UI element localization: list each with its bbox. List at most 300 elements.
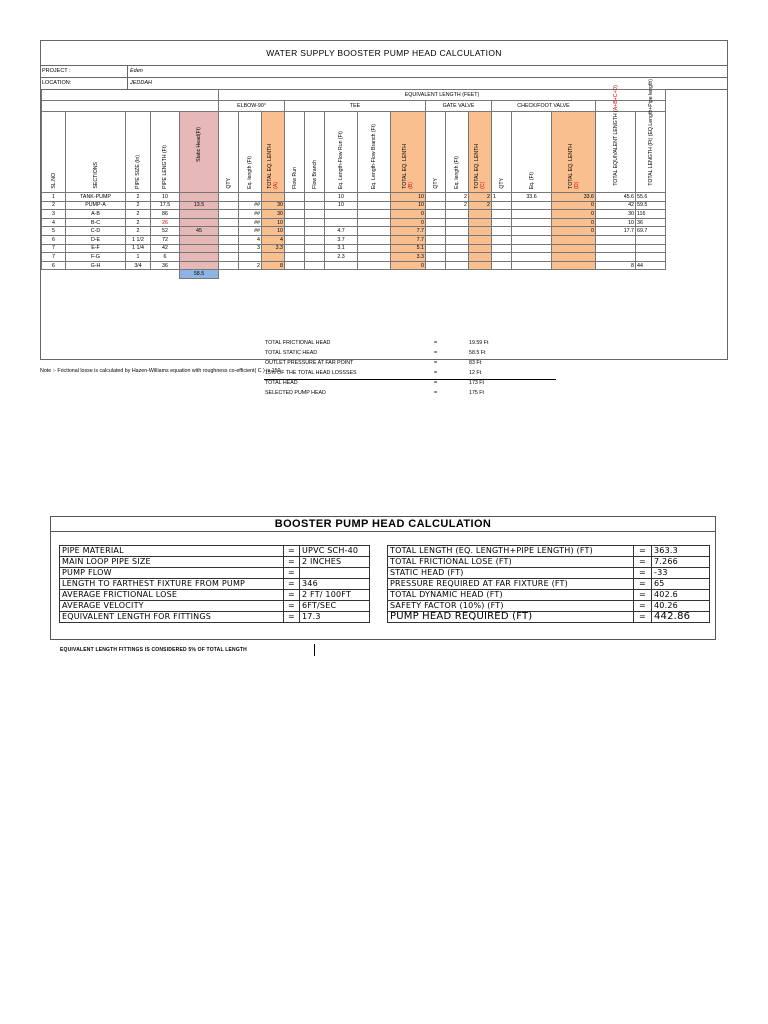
cell-equiv[interactable] [596, 235, 636, 244]
cell-t-br[interactable] [305, 193, 325, 202]
cell-e-qty[interactable] [219, 244, 239, 253]
cell-e-qty[interactable] [219, 261, 239, 270]
booster-equals: = [634, 590, 652, 601]
header-check-eq: Eq. (Ft) [512, 112, 552, 193]
cell-g-tot[interactable] [469, 218, 492, 227]
cell-static[interactable]: 13.5 [180, 201, 219, 210]
booster-equals: = [284, 590, 300, 601]
cell-sl[interactable]: 4 [42, 218, 66, 227]
cell-e-qty[interactable] [219, 218, 239, 227]
cell-c-len[interactable] [512, 235, 552, 244]
cell-t-br[interactable] [305, 244, 325, 253]
cell-section[interactable]: TANK-PUMP [66, 193, 126, 202]
booster-footnote: EQUIVALENT LENGTH FITTINGS IS CONSIDERED 5% OF TOTAL LENGTH [60, 647, 247, 653]
cell-size[interactable]: 2 [126, 227, 151, 236]
header-pipe-size: PIPE SIZE (In) [126, 112, 151, 193]
cell-e-tot[interactable]: 10 [262, 218, 285, 227]
cell-g-len[interactable] [446, 261, 469, 270]
booster-label: PUMP FLOW [60, 568, 284, 579]
booster-value[interactable]: 40.26 [652, 601, 710, 612]
cell-sl[interactable]: 7 [42, 253, 66, 262]
cell-total[interactable] [636, 235, 666, 244]
summary-value: 173 Ft [469, 380, 485, 386]
booster-row [388, 546, 710, 557]
booster-left-table [59, 545, 370, 623]
cell-length[interactable]: 10 [151, 193, 180, 202]
cell-t-run[interactable] [285, 201, 305, 210]
summary-label: TOTAL HEAD [265, 380, 298, 386]
cell-e-len[interactable]: ## [239, 218, 262, 227]
header-elbow-total: TOTAL EQ. LENTH (A) [262, 112, 285, 193]
summary-equals: = [434, 340, 438, 346]
cell-section[interactable]: F-G [66, 253, 126, 262]
cell-static[interactable] [180, 253, 219, 262]
cell-g-tot[interactable]: 2 [469, 193, 492, 202]
cell-t-run[interactable] [285, 227, 305, 236]
cell-e-tot[interactable]: 30 [262, 210, 285, 219]
table-row [42, 227, 666, 236]
cell-e-qty[interactable] [219, 201, 239, 210]
cell-g-len[interactable] [446, 218, 469, 227]
cell-c-tot[interactable]: 0 [552, 218, 596, 227]
header-gate-eq-length: Eq. length (Ft) [446, 112, 469, 193]
booster-row [60, 568, 370, 579]
cell-length[interactable]: 72 [151, 235, 180, 244]
booster-row [388, 601, 710, 612]
cell-length[interactable]: 86 [151, 210, 180, 219]
cell-e-tot[interactable] [262, 253, 285, 262]
cell-e-len[interactable] [239, 253, 262, 262]
cell-sl[interactable]: 6 [42, 235, 66, 244]
header-gate-total: TOTAL EQ. LENTH (C) [469, 112, 492, 193]
cell-c-tot[interactable] [552, 235, 596, 244]
header-elbow-eq-length: Eq. length (Ft) [239, 112, 262, 193]
cell-t-blen[interactable] [358, 210, 391, 219]
cell-t-br[interactable] [305, 218, 325, 227]
cell-size[interactable]: 3/4 [126, 261, 151, 270]
booster-row [60, 546, 370, 557]
summary-equals: = [434, 380, 438, 386]
booster-row [388, 579, 710, 590]
header-check-valve: CHECK/FOOT VALVE [492, 101, 596, 112]
header-check-qty: QTY [492, 112, 512, 193]
cell-e-len[interactable]: 4 [239, 235, 262, 244]
cell-section[interactable]: PUMP-A [66, 201, 126, 210]
cell-size[interactable]: 1 1/2 [126, 235, 151, 244]
booster-row [60, 590, 370, 601]
cell-e-tot[interactable]: 4 [262, 235, 285, 244]
cell-g-qty[interactable] [426, 218, 446, 227]
cell-g-len[interactable]: 2 [446, 201, 469, 210]
cell-t-rlen[interactable]: 4.7 [325, 227, 358, 236]
booster-equals: = [634, 579, 652, 590]
table-row [42, 210, 666, 219]
cell-g-len[interactable] [446, 227, 469, 236]
cell-t-tot[interactable]: 10 [391, 193, 426, 202]
booster-row [60, 601, 370, 612]
cell-length[interactable]: 6 [151, 253, 180, 262]
table-row [42, 235, 666, 244]
cell-length[interactable]: 26 [151, 218, 180, 227]
summary-label: OUTLET PRESSURE AT FAR POINT [265, 360, 354, 366]
cell-static[interactable] [180, 218, 219, 227]
cell-static[interactable]: 45 [180, 227, 219, 236]
cell-e-len[interactable]: ## [239, 210, 262, 219]
cell-total[interactable]: 44 [636, 261, 666, 270]
cell-e-len[interactable] [239, 193, 262, 202]
booster-label: TOTAL DYNAMIC HEAD (FT) [388, 590, 634, 601]
cell-total[interactable]: 59.5 [636, 201, 666, 210]
cell-t-tot[interactable]: 7.7 [391, 235, 426, 244]
header-equivalent-length: EQUIVALENT LENGTH (FEET) [219, 90, 666, 101]
cell-equiv[interactable]: 30 [596, 210, 636, 219]
cell-total[interactable]: 116 [636, 210, 666, 219]
booster-equals: = [634, 557, 652, 568]
cell-g-tot[interactable] [469, 253, 492, 262]
cell-c-tot[interactable] [552, 261, 596, 270]
cell-c-tot[interactable] [552, 244, 596, 253]
cell-section[interactable]: G-H [66, 261, 126, 270]
header-total-length: TOTAL LENGTH (Ft) (EQ.Length+Pipe length) [636, 112, 666, 193]
static-head-total: 58.5 [180, 270, 219, 279]
cell-e-qty[interactable] [219, 253, 239, 262]
summary-value: 19.59 Ft [469, 340, 489, 346]
header-sections: SECTIONS [66, 112, 126, 193]
cell-total[interactable]: 36 [636, 218, 666, 227]
table-row [42, 244, 666, 253]
header-tee-eq-branch: Eq. Length-Flow Branch (Ft) [358, 112, 391, 193]
header-sl-no: SL.NO [42, 112, 66, 193]
cell-t-run[interactable] [285, 235, 305, 244]
cell-t-run[interactable] [285, 193, 305, 202]
booster-label: TOTAL FRICTIONAL LOSE (FT) [388, 557, 634, 568]
cell-equiv[interactable]: 45.6 [596, 193, 636, 202]
cell-t-run[interactable] [285, 210, 305, 219]
cell-total[interactable] [636, 253, 666, 262]
booster-value[interactable]: 65 [652, 579, 710, 590]
header-tee-flow-branch: Flow Branch [305, 112, 325, 193]
cell-t-tot[interactable]: 3.3 [391, 253, 426, 262]
cell-g-qty[interactable] [426, 261, 446, 270]
cell-sl[interactable]: 7 [42, 244, 66, 253]
cell-c-len[interactable] [512, 201, 552, 210]
booster-label: SAFETY FACTOR (10%) (FT) [388, 601, 634, 612]
cell-t-br[interactable] [305, 253, 325, 262]
cell-e-tot[interactable]: 30 [262, 201, 285, 210]
booster-equals: = [634, 612, 652, 623]
cell-e-len[interactable]: 2 [239, 261, 262, 270]
cell-g-len[interactable] [446, 235, 469, 244]
cell-t-rlen[interactable]: 3.1 [325, 244, 358, 253]
cell-t-blen[interactable] [358, 193, 391, 202]
booster-equals: = [634, 568, 652, 579]
cell-e-tot[interactable]: 10 [262, 227, 285, 236]
cell-t-blen[interactable] [358, 235, 391, 244]
header-pipe-length: PIPE LENGTH (Ft) [151, 112, 180, 193]
friction-note: Note :- Frictional losse is calculated by Hazen-Williams equation with roughness co-efficient( C ) is 150 [40, 368, 281, 374]
cell-t-blen[interactable] [358, 218, 391, 227]
cell-t-tot[interactable]: 0 [391, 210, 426, 219]
cell-t-blen[interactable] [358, 253, 391, 262]
booster-label: TOTAL LENGTH (EQ. LENGTH+PIPE LENGTH) (FT) [388, 546, 634, 557]
cell-c-tot[interactable]: 0 [552, 210, 596, 219]
cell-g-tot[interactable] [469, 261, 492, 270]
header-tee-total: TOTAL EQ. LENTH (B) [391, 112, 426, 193]
cell-c-qty[interactable] [492, 261, 512, 270]
summary-label: TOTAL STATIC HEAD [265, 350, 318, 356]
table-row [42, 218, 666, 227]
cell-e-qty[interactable] [219, 210, 239, 219]
summary-value: 12 Ft [469, 370, 482, 376]
booster-value[interactable]: 6FT/SEC [300, 601, 370, 612]
cell-sl[interactable]: 5 [42, 227, 66, 236]
booster-row [60, 612, 370, 623]
booster-label: MAIN LOOP PIPE SIZE [60, 557, 284, 568]
cell-t-run[interactable] [285, 244, 305, 253]
booster-equals: = [634, 546, 652, 557]
cell-length[interactable]: 17.5 [151, 201, 180, 210]
cell-c-len[interactable] [512, 210, 552, 219]
cell-t-tot[interactable]: 5.1 [391, 244, 426, 253]
cell-c-len[interactable] [512, 218, 552, 227]
booster-label: AVERAGE VELOCITY [60, 601, 284, 612]
cell-g-qty[interactable] [426, 201, 446, 210]
cell-t-run[interactable] [285, 261, 305, 270]
booster-label: PIPE MATERIAL [60, 546, 284, 557]
summary-value: 83 Ft [469, 360, 482, 366]
cell-equiv[interactable] [596, 244, 636, 253]
cell-g-qty[interactable] [426, 253, 446, 262]
cell-c-qty[interactable] [492, 253, 512, 262]
cell-static[interactable] [180, 193, 219, 202]
summary-value: 175 Ft [469, 390, 485, 396]
cell-e-tot[interactable]: 8 [262, 261, 285, 270]
cell-c-qty[interactable] [492, 227, 512, 236]
cell-c-len[interactable] [512, 244, 552, 253]
cell-size[interactable]: 2 [126, 218, 151, 227]
booster-equals: = [284, 612, 300, 623]
header-elbow: ELBOW-90° [219, 101, 285, 112]
cell-equiv[interactable]: 10 [596, 218, 636, 227]
cell-equiv[interactable]: 42 [596, 201, 636, 210]
summary-equals: = [434, 390, 438, 396]
cell-g-len[interactable] [446, 244, 469, 253]
cell-g-tot[interactable] [469, 235, 492, 244]
summary-equals: = [434, 350, 438, 356]
booster-equals: = [284, 546, 300, 557]
booster-value[interactable] [300, 568, 370, 579]
cell-g-tot[interactable] [469, 227, 492, 236]
cell-e-qty[interactable] [219, 227, 239, 236]
header-total-equivalent: TOTAL EQUIVALENT LENGTH (A+B+C+D) [596, 112, 636, 193]
cell-c-qty[interactable] [492, 201, 512, 210]
cell-length[interactable]: 36 [151, 261, 180, 270]
cell-t-rlen[interactable]: 10 [325, 193, 358, 202]
cell-g-len[interactable] [446, 210, 469, 219]
booster-value[interactable]: 363.3 [652, 546, 710, 557]
booster-value[interactable]: 17.3 [300, 612, 370, 623]
cell-c-tot[interactable]: 33.6 [552, 193, 596, 202]
summary-label: TOTAL FRICTIONAL HEAD [265, 340, 331, 346]
cell-g-qty[interactable] [426, 193, 446, 202]
cell-t-blen[interactable] [358, 244, 391, 253]
cell-t-tot[interactable]: 10 [391, 201, 426, 210]
booster-row [60, 579, 370, 590]
cell-e-qty[interactable] [219, 235, 239, 244]
cell-length[interactable]: 42 [151, 244, 180, 253]
cell-c-tot[interactable] [552, 253, 596, 262]
booster-label: LENGTH TO FARTHEST FIXTURE FROM PUMP [60, 579, 284, 590]
cell-t-tot[interactable]: 7.7 [391, 227, 426, 236]
cell-c-len[interactable] [512, 261, 552, 270]
cell-section[interactable]: B-C [66, 218, 126, 227]
cell-section[interactable]: A-B [66, 210, 126, 219]
cell-equiv[interactable]: 17.7 [596, 227, 636, 236]
header-static-head: Static Head(Ft) [180, 112, 219, 193]
cell-t-rlen[interactable]: 2.3 [325, 253, 358, 262]
cell-static[interactable] [180, 210, 219, 219]
cell-size[interactable]: 2 [126, 201, 151, 210]
booster-value[interactable]: 346 [300, 579, 370, 590]
booster-value[interactable]: -33 [652, 568, 710, 579]
cell-c-len[interactable] [512, 253, 552, 262]
cell-e-qty[interactable] [219, 193, 239, 202]
cell-t-br[interactable] [305, 227, 325, 236]
booster-value[interactable]: UPVC SCH-40 [300, 546, 370, 557]
header-check-total: TOTAL EQ. LENTH (D) [552, 112, 596, 193]
cell-g-qty[interactable] [426, 244, 446, 253]
booster-label: PUMP HEAD REQUIRED (FT) [388, 612, 634, 623]
cell-c-qty[interactable] [492, 235, 512, 244]
booster-value[interactable]: 2 FT/ 100FT [300, 590, 370, 601]
booster-value[interactable]: 442.86 [652, 612, 710, 623]
booster-value[interactable]: 2 INCHES [300, 557, 370, 568]
booster-label: EQUIVALENT LENGTH FOR FITTINGS [60, 612, 284, 623]
header-gate-qty: QTY [426, 112, 446, 193]
cell-equiv[interactable]: 8 [596, 261, 636, 270]
cell-c-qty[interactable] [492, 244, 512, 253]
cell-total[interactable]: 69.7 [636, 227, 666, 236]
cell-g-tot[interactable]: 2 [469, 201, 492, 210]
cell-e-len[interactable]: ## [239, 227, 262, 236]
booster-row [60, 557, 370, 568]
booster-value[interactable]: 7.266 [652, 557, 710, 568]
text-cursor [314, 644, 315, 656]
cell-sl[interactable]: 6 [42, 261, 66, 270]
booster-calc-box [50, 516, 716, 640]
cell-e-tot[interactable]: 3.3 [262, 244, 285, 253]
location-value[interactable]: JEDDAH [127, 78, 152, 89]
cell-g-qty[interactable] [426, 210, 446, 219]
cell-t-rlen[interactable] [325, 210, 358, 219]
cell-t-rlen[interactable] [325, 261, 358, 270]
cell-sl[interactable]: 1 [42, 193, 66, 202]
cell-e-len[interactable]: ## [239, 201, 262, 210]
header-gate-valve: GATE VALVE [426, 101, 492, 112]
cell-e-len[interactable]: 3 [239, 244, 262, 253]
cell-sl[interactable]: 2 [42, 201, 66, 210]
summary-label: SELECTED PUMP HEAD [265, 390, 326, 396]
cell-static[interactable] [180, 244, 219, 253]
table-row [42, 193, 666, 202]
booster-value[interactable]: 402.6 [652, 590, 710, 601]
cell-t-rlen[interactable] [325, 218, 358, 227]
cell-c-tot[interactable]: 0 [552, 227, 596, 236]
cell-t-br[interactable] [305, 201, 325, 210]
cell-size[interactable]: 2 [126, 210, 151, 219]
table-row [42, 201, 666, 210]
booster-label: AVERAGE FRICTIONAL LOSE [60, 590, 284, 601]
booster-title: BOOSTER PUMP HEAD CALCULATION [51, 517, 715, 532]
cell-c-len[interactable]: 33.6 [512, 193, 552, 202]
cell-section[interactable]: D-E [66, 235, 126, 244]
cell-g-tot[interactable] [469, 244, 492, 253]
project-value[interactable]: Eden [127, 66, 143, 77]
cell-static[interactable] [180, 235, 219, 244]
cell-static[interactable] [180, 261, 219, 270]
summary-equals: = [434, 370, 438, 376]
booster-equals: = [284, 579, 300, 590]
cell-t-blen[interactable] [358, 261, 391, 270]
cell-size[interactable]: 2 [126, 193, 151, 202]
cell-t-rlen[interactable]: 3.7 [325, 235, 358, 244]
cell-g-len[interactable]: 2 [446, 193, 469, 202]
cell-size[interactable]: 1 1/4 [126, 244, 151, 253]
cell-g-qty[interactable] [426, 235, 446, 244]
booster-equals: = [284, 601, 300, 612]
cell-length[interactable]: 52 [151, 227, 180, 236]
cell-g-len[interactable] [446, 253, 469, 262]
booster-equals: = [284, 557, 300, 568]
header-tee-eq-run: Eq. Length-Flow Run (Ft) [325, 112, 358, 193]
cell-total[interactable]: 55.6 [636, 193, 666, 202]
project-row [41, 66, 727, 78]
cell-g-tot[interactable] [469, 210, 492, 219]
cell-t-blen[interactable] [358, 201, 391, 210]
cell-t-br[interactable] [305, 261, 325, 270]
cell-t-run[interactable] [285, 253, 305, 262]
cell-g-qty[interactable] [426, 227, 446, 236]
cell-equiv[interactable] [596, 253, 636, 262]
cell-e-tot[interactable] [262, 193, 285, 202]
cell-t-run[interactable] [285, 218, 305, 227]
cell-t-tot[interactable]: 0 [391, 261, 426, 270]
cell-t-br[interactable] [305, 235, 325, 244]
cell-size[interactable]: 1 [126, 253, 151, 262]
cell-c-qty[interactable] [492, 218, 512, 227]
summary-value: 58.5 Ft [469, 350, 486, 356]
cell-section[interactable]: C-D [66, 227, 126, 236]
cell-total[interactable] [636, 244, 666, 253]
booster-row [388, 612, 710, 623]
cell-c-tot[interactable]: 0 [552, 201, 596, 210]
table-row [42, 253, 666, 262]
header-tee-flow-run: Flow Run [285, 112, 305, 193]
cell-c-qty[interactable]: 1 [492, 193, 512, 202]
booster-equals: = [284, 568, 300, 579]
cell-t-tot[interactable]: 0 [391, 218, 426, 227]
summary-label: 15% OF THE TOTAL HEAD LOSSSES [265, 370, 357, 376]
booster-label: PRESSURE REQUIRED AT FAR FIXTURE (FT) [388, 579, 634, 590]
cell-t-br[interactable] [305, 210, 325, 219]
cell-section[interactable]: E-F [66, 244, 126, 253]
cell-t-blen[interactable] [358, 227, 391, 236]
cell-sl[interactable]: 3 [42, 210, 66, 219]
cell-c-len[interactable] [512, 227, 552, 236]
booster-right-table [387, 545, 710, 623]
cell-t-rlen[interactable]: 10 [325, 201, 358, 210]
cell-c-qty[interactable] [492, 210, 512, 219]
